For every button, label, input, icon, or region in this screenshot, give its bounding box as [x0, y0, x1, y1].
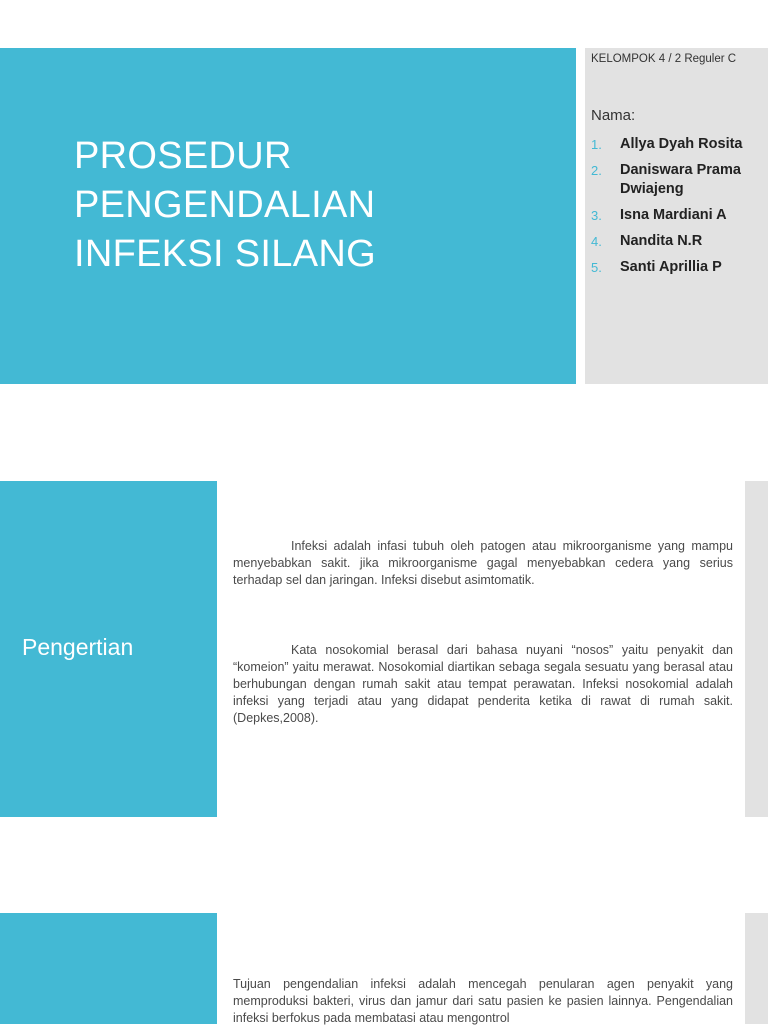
list-number: 4. — [591, 234, 602, 249]
list-item — [591, 258, 768, 277]
list-item — [591, 161, 768, 199]
paragraph-infeksi — [233, 538, 733, 589]
paragraph-tujuan: Tujuan pengendalian infeksi adalah mencegah penularan agen penyakit yang memproduksi bakteri, virus dan jamur dari satu pasien ke pasien lainnya. Pengendalian infeksi berfokus pada membatasi atau mengontrol — [233, 977, 733, 1025]
side-strip — [745, 481, 768, 817]
member-name: Isna Mardiani A — [620, 207, 727, 223]
side-strip — [745, 913, 768, 1024]
section-heading: Pengertian — [22, 634, 134, 660]
list-item — [591, 135, 768, 154]
member-name: Santi Aprillia P — [620, 259, 722, 275]
title-line-2: PENGENDALIAN — [74, 184, 376, 226]
list-number: 3. — [591, 208, 602, 223]
title-line-1: PROSEDUR — [74, 135, 292, 177]
group-label: KELOMPOK 4 / 2 Reguler C — [591, 53, 737, 65]
list-number: 5. — [591, 260, 602, 275]
section-panel — [0, 913, 217, 1024]
list-item — [591, 206, 768, 225]
member-name: Nandita N.R — [620, 233, 703, 249]
list-number: 1. — [591, 137, 602, 152]
member-list — [591, 135, 768, 284]
list-number: 2. — [591, 163, 602, 178]
paragraph-text: Kata nosokomial berasal dari bahasa nuyani “nosos” yaitu penyakit dan “komeion” yaitu merawat. Nosokomial diartikan sebaga segala sesuatu yang berasal atau berhubungan dengan rumah sakit atau tempat perawatan. Infeksi nosokomial adalah infeksi yang terjadi atau yang didapat penderita ketika di rawat di rumah sakit. (Depkes,2008). — [233, 643, 733, 725]
slide-title — [74, 132, 564, 279]
member-name: Daniswara Prama Dwiajeng — [620, 162, 741, 197]
paragraph-nosokomial — [233, 642, 733, 727]
title-line-3: INFEKSI SILANG — [74, 233, 376, 275]
member-name: Allya Dyah Rosita — [620, 136, 743, 152]
paragraph-text: Infeksi adalah infasi tubuh oleh patogen atau mikroorganisme yang mampu menyebabkan sakit. jika mikroorganisme gagal menyebabkan cedera yang serius terhadap sel dan jaringan. Infeksi disebut asimtomatik. — [233, 539, 733, 587]
list-item — [591, 232, 768, 251]
names-label: Nama: — [591, 107, 636, 124]
